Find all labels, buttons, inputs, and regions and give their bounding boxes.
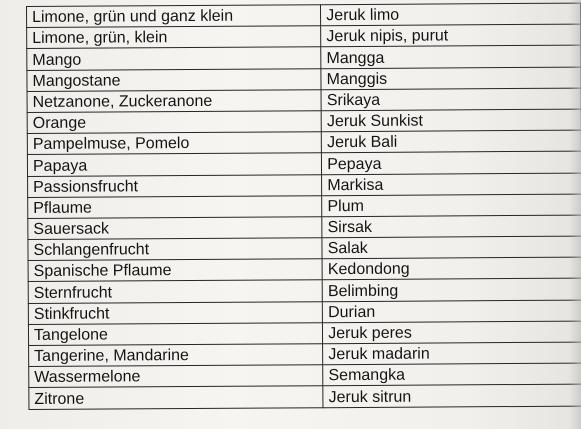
indonesian-term: Plum [322,194,581,217]
indonesian-term: Srikaya [321,88,581,111]
indonesian-term: Jeruk madarin [323,342,581,365]
german-term: Pflaume [28,195,322,218]
indonesian-term: Kedondong [322,257,581,280]
indonesian-term: Semangka [323,363,581,386]
german-term: Wassermelone [29,365,323,388]
indonesian-term: Jeruk Bali [321,130,581,153]
indonesian-term: Jeruk sitrun [323,384,581,407]
glossary-body [27,3,581,409]
german-term: Limone, grün und ganz klein [27,5,321,28]
german-term: Tangerine, Mandarine [29,344,323,367]
german-term: Passionsfrucht [28,174,322,197]
german-term: Netzanone, Zuckeranone [27,89,321,112]
german-term: Mango [27,47,321,70]
indonesian-term: Durian [323,300,581,323]
fruit-glossary-table [26,3,581,410]
indonesian-term: Pepaya [322,151,581,174]
indonesian-term: Mangga [321,45,581,68]
indonesian-term: Manggis [321,67,581,90]
indonesian-term: Jeruk nipis, purut [321,24,581,47]
indonesian-term: Markisa [322,173,581,196]
german-term: Sauersack [28,217,322,240]
german-term: Zitrone [29,386,323,409]
german-term: Sternfrucht [28,280,322,303]
german-term: Mangostane [27,68,321,91]
german-term: Schlangenfrucht [28,238,322,261]
german-term: Spanische Pflaume [28,259,322,282]
indonesian-term: Sirsak [322,215,581,238]
page-edge-shadow [569,0,581,429]
german-term: Pampelmuse, Pomelo [27,132,321,155]
indonesian-term: Jeruk limo [321,3,581,26]
table-row [29,384,581,409]
indonesian-term: Belimbing [322,279,581,302]
indonesian-term: Jeruk peres [323,321,581,344]
indonesian-term: Jeruk Sunkist [321,109,581,132]
german-term: Orange [27,111,321,134]
german-term: Papaya [27,153,321,176]
german-term: Limone, grün, klein [27,26,321,49]
german-term: Stinkfrucht [28,301,322,324]
german-term: Tangelone [28,323,322,346]
indonesian-term: Salak [322,236,581,259]
